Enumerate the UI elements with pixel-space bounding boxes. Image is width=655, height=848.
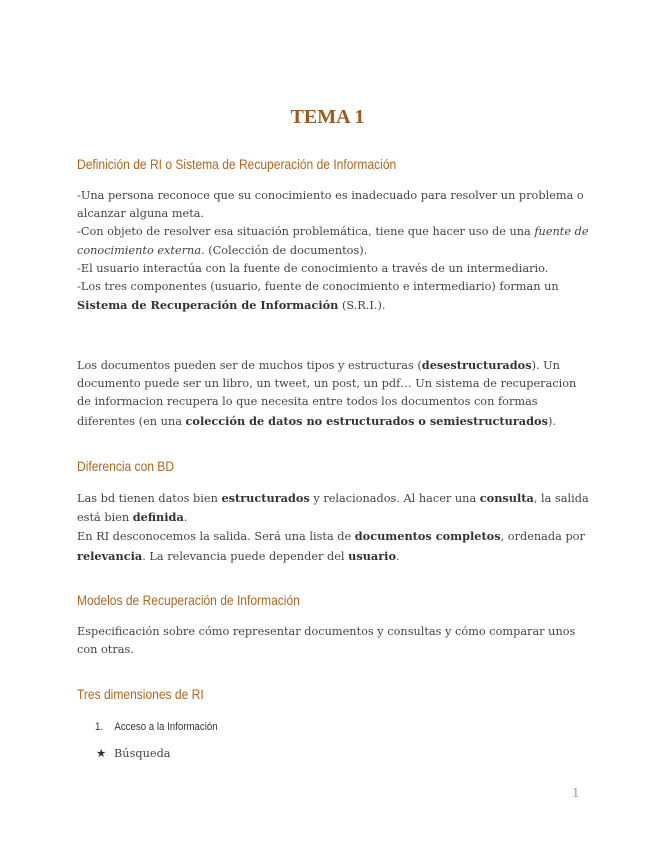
text-line: -El usuario interactúa con la fuente de conocimiento a través de un intermediario. xyxy=(77,261,549,275)
list-item-label: Acceso a la Información xyxy=(114,721,218,733)
text-line: alcanzar alguna meta. xyxy=(77,207,205,221)
text-line: -Los tres componentes (usuario, fuente de conocimiento e intermediario) forman un xyxy=(77,280,559,294)
text-line: de informacion recupera lo que necesita entre todos los documentos con formas xyxy=(77,395,538,409)
bold-term: documentos completos xyxy=(354,529,501,544)
bold-term: definida xyxy=(132,510,184,525)
text-span: Las bd tienen datos bien xyxy=(77,492,222,505)
paragraph-diferencia xyxy=(77,489,589,566)
text-line xyxy=(77,547,577,566)
star-icon: ★ xyxy=(96,747,107,760)
paragraph-documentos xyxy=(77,356,577,431)
bold-term: desestructurados xyxy=(421,358,532,372)
italic-term: fuente de xyxy=(534,225,589,239)
document-title: TEMA 1 xyxy=(290,106,365,128)
text-line xyxy=(77,489,589,508)
text-span: , ordenada por xyxy=(500,530,585,544)
bullet-item-label: Búsqueda xyxy=(114,747,171,760)
bold-term: usuario xyxy=(348,548,397,563)
italic-term: conocimiento externa xyxy=(77,243,202,257)
heading-tres-dimensiones: Tres dimensiones de RI xyxy=(77,686,204,702)
text-line xyxy=(77,242,577,260)
text-line xyxy=(77,296,577,315)
text-span: ). Un xyxy=(531,359,560,372)
text-span: . (Colección de documentos). xyxy=(201,243,368,257)
text-span: (S.R.I.). xyxy=(338,299,386,313)
text-span: Los documentos pueden ser de muchos tipos y estructuras ( xyxy=(77,359,422,372)
bold-term: Sistema de Recuperación de Información xyxy=(77,298,339,313)
text-span: . xyxy=(183,511,188,525)
bold-term: colección de datos no estructurados o semiestructurados xyxy=(185,413,548,428)
text-line: con otras. xyxy=(77,643,134,657)
text-span: . xyxy=(396,549,400,563)
paragraph-definicion xyxy=(77,187,589,315)
text-line xyxy=(77,412,577,431)
page-number: 1 xyxy=(572,786,580,800)
text-span: . La relevancia puede depender del xyxy=(142,549,349,563)
text-line: -Una persona reconoce que su conocimiento es inadecuado para resolver un problema o xyxy=(77,189,584,202)
text-span: En RI desconocemos la salida. Será una lista de xyxy=(77,530,355,544)
text-line xyxy=(77,223,589,241)
text-line: documento puede ser un libro, un tweet, un post, un pdf… Un sistema de recuperacion xyxy=(77,377,577,391)
bold-term: relevancia xyxy=(77,548,143,563)
bold-term: estructurados xyxy=(221,491,310,505)
paragraph-modelos xyxy=(77,623,577,659)
text-span: diferentes (en una xyxy=(77,414,186,428)
heading-modelos-ri: Modelos de Recuperación de Información xyxy=(77,592,300,608)
text-line: Especificación sobre cómo representar documentos y consultas y cómo comparar unos xyxy=(77,625,576,638)
text-span: está bien xyxy=(77,511,133,525)
bold-term: consulta xyxy=(479,491,534,505)
text-span: , la salida xyxy=(533,492,589,505)
heading-definicion-ri: Definición de RI o Sistema de Recuperación de Información xyxy=(77,156,397,172)
list-number: 1. xyxy=(95,721,104,733)
text-line xyxy=(77,508,577,527)
text-span: -Con objeto de resolver esa situación problemática, tiene que hacer uso de una xyxy=(77,225,535,239)
text-span: ). xyxy=(547,414,556,428)
numbered-list-item xyxy=(95,721,218,733)
bullet-list-item xyxy=(96,747,171,760)
text-line xyxy=(77,356,577,375)
heading-diferencia-bd: Diferencia con BD xyxy=(77,458,175,474)
text-span: y relacionados. Al hacer una xyxy=(309,492,480,505)
text-line xyxy=(77,527,585,546)
